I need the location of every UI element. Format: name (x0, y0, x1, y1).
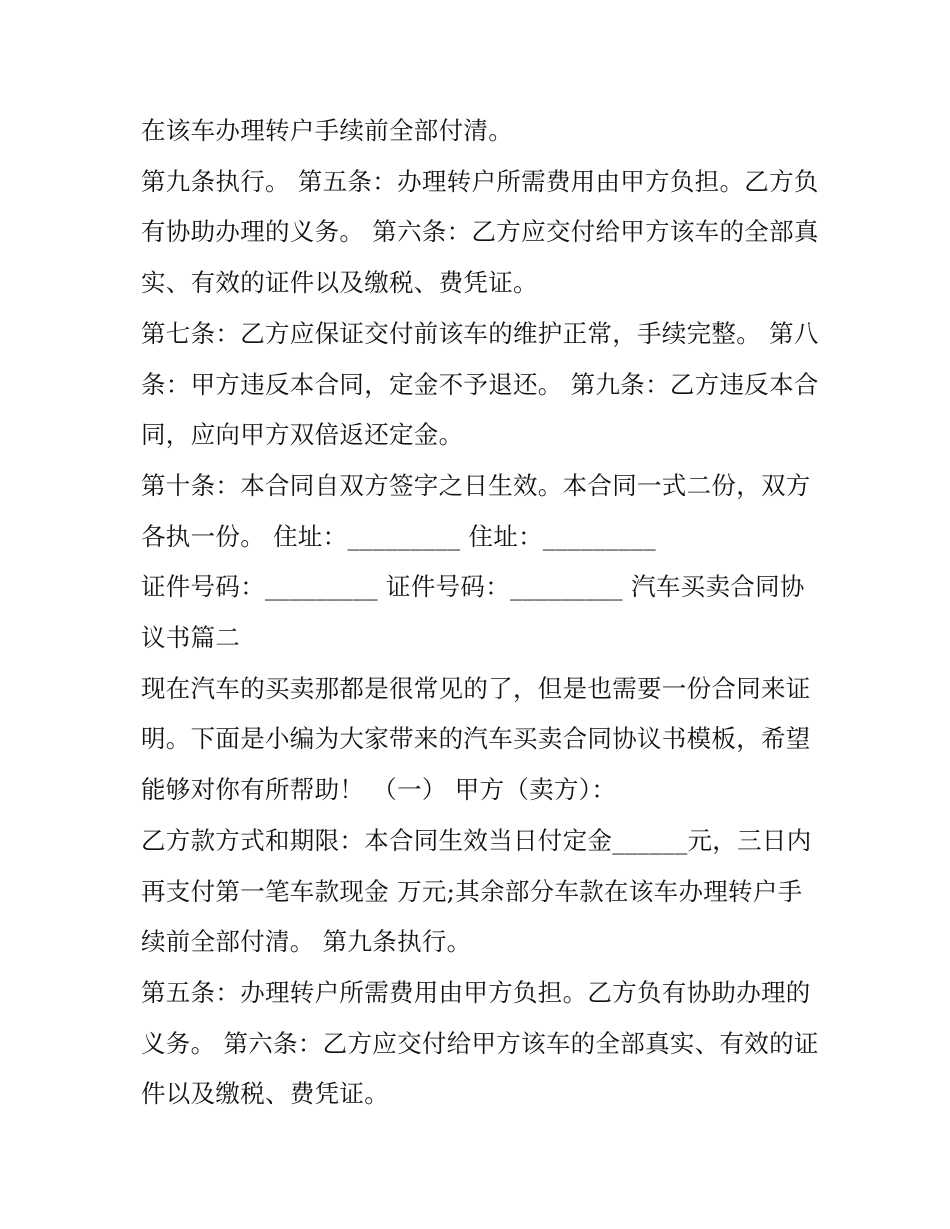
paragraph-7: 乙方款方式和期限：本合同生效当日付定金______元，三日内再支付第一笔车款现金 万元;其余部分车款在该车办理转户手续前全部付清。 第九条执行。 (141, 825, 812, 957)
paragraph-5: 证件号码：_________ 证件号码：_________ 汽车买卖合同协议书篇二 (141, 572, 805, 653)
document-body (141, 106, 821, 1120)
paragraph-2: 第九条执行。 第五条：办理转户所需费用由甲方负担。乙方负有协助办理的义务。 第六条：乙方应交付给甲方该车的全部真实、有效的证件以及缴税、费凭证。 (141, 166, 819, 298)
paragraph-8: 第五条：办理转户所需费用由甲方负担。乙方负有协助办理的义务。 第六条：乙方应交付给甲方该车的全部真实、有效的证件以及缴税、费凭证。 (141, 977, 819, 1109)
paragraph-6: 现在汽车的买卖那都是很常见的了，但是也需要一份合同来证明。下面是小编为大家带来的汽车买卖合同协议书模板，希望能够对你有所帮助！ （一） 甲方（卖方）： (141, 673, 811, 805)
paragraph-3: 第七条：乙方应保证交付前该车的维护正常，手续完整。 第八条：甲方违反本合同，定金不予退还。 第九条：乙方违反本合同，应向甲方双倍返还定金。 (141, 318, 819, 450)
paragraph-1: 在该车办理转户手续前全部付清。 (141, 116, 513, 145)
paragraph-4: 第十条：本合同自双方签字之日生效。本合同一式二份，双方各执一份。 住址：_________ 住址：_________ (141, 470, 811, 551)
